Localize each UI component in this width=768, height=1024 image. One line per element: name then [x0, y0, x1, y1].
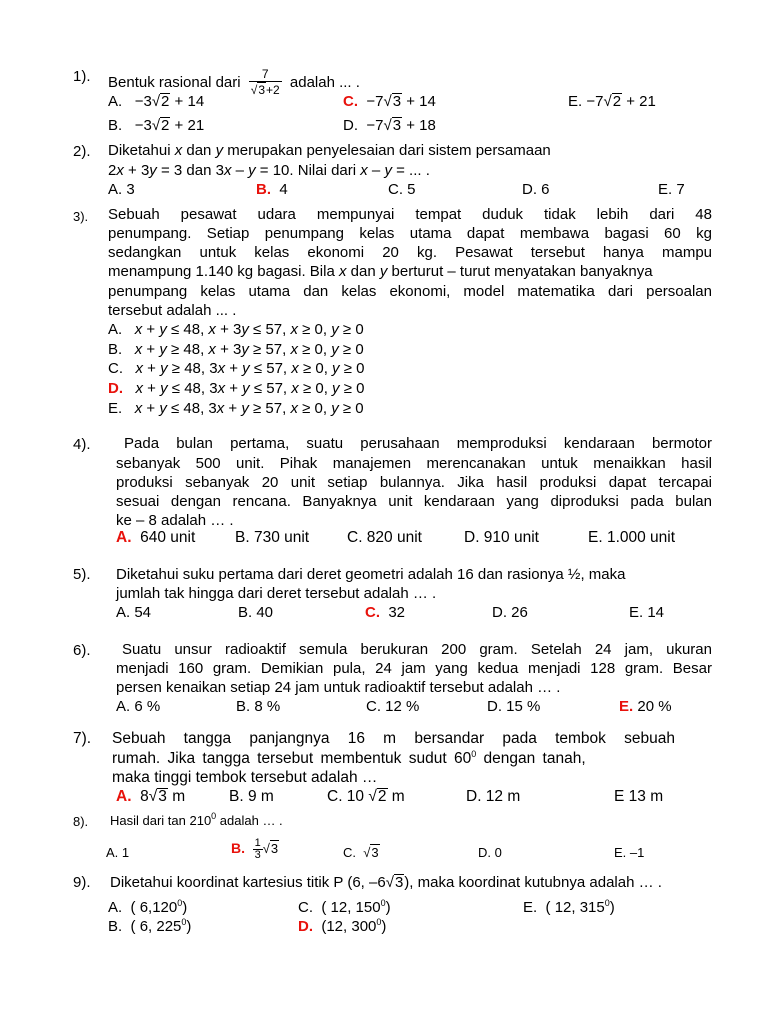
q6-option-a[interactable]: A. 6 %	[116, 698, 161, 715]
q3-option-c[interactable]: C. x + y ≥ 48, 3x + y ≤ 57, x ≥ 0, y ≥ 0	[108, 360, 365, 377]
q9-option-d[interactable]: D. (12, $300^0$)	[298, 917, 387, 935]
q7-number: 7).	[73, 730, 92, 747]
q4-line4: sesuai dengan rencana. Banyaknya unit kendaraan yang diproduksi pada bulan	[116, 493, 712, 510]
q2-option-c[interactable]: C. 5	[388, 181, 416, 198]
q3-line6: tersebut adalah ... .	[108, 302, 237, 319]
q8-number: 8).	[73, 814, 89, 829]
q5-option-e[interactable]: E. 14	[629, 604, 665, 621]
q2-line2: 2x + 3y = 3 dan 3x – y = 10. Nilai dari x – y = ... .	[108, 162, 430, 179]
q3-line3: sedangkan untuk kelas ekonomi 20 kg. Pesawat tersebut hanya mampu	[108, 244, 712, 261]
q5-option-b[interactable]: B. 40	[238, 604, 274, 621]
q3-number: 3).	[73, 209, 89, 224]
q2-number: 2).	[73, 143, 91, 160]
q7-option-b[interactable]: B. 9 m	[229, 788, 274, 805]
q2-option-b[interactable]: B. 4	[256, 181, 288, 198]
q4-option-a[interactable]: A. 640 unit	[116, 529, 196, 546]
q4-option-e[interactable]: E. 1.000 unit	[588, 529, 676, 546]
q7-option-e[interactable]: E 13 m	[614, 788, 664, 805]
q1-number: 1).	[73, 68, 91, 85]
q7-option-a[interactable]: A. 8√3 m	[116, 788, 186, 805]
q3-line5: penumpang kelas utama dan kelas ekonomi, model matematika dari persoalan	[108, 283, 712, 300]
q3-option-a[interactable]: A. x + y ≤ 48, x + 3y ≤ 57, x ≥ 0, y ≥ 0	[108, 321, 364, 338]
q4-line1: Pada bulan pertama, suatu perusahaan memproduksi kendaraan bermotor	[124, 435, 712, 452]
q2-option-d[interactable]: D. 6	[522, 181, 550, 198]
q7-line2: rumah. Jika tangga tersebut membentuk sudut $60^0$ dengan tanah,	[112, 749, 586, 767]
q3-line1: Sebuah pesawat udara mempunyai tempat duduk tidak lebih dari 48	[108, 206, 712, 223]
q1-text: Bentuk rasional dari $\frac{7}{√3+2}$ adalah ... .	[108, 67, 360, 97]
q1-option-d[interactable]: D. −7√3 + 18	[343, 117, 436, 134]
q9-text: Diketahui koordinat kartesius titik P (6, –6√3), maka koordinat kutubnya adalah … .	[110, 874, 662, 891]
q1-option-a[interactable]: A. −3√2 + 14	[108, 93, 205, 110]
q6-line2: menjadi 160 gram. Demikian pula, 24 jam yang kedua menjadi 128 gram. Besar	[116, 660, 712, 677]
q2-line1: Diketahui x dan y merupakan penyelesaian dari sistem persamaan	[108, 142, 551, 159]
q4-line5: ke – 8 adalah … .	[116, 512, 234, 529]
q6-option-e[interactable]: E. 20 %	[619, 698, 672, 715]
q8-option-a[interactable]: A. 1	[106, 845, 130, 860]
q6-line3: persen kenaikan setiap 24 jam untuk radioaktif tersebut adalah … .	[116, 679, 561, 696]
q8-option-d[interactable]: D. 0	[478, 845, 502, 860]
q3-option-d[interactable]: D. x + y ≤ 48, 3x + y ≤ 57, x ≥ 0, y ≥ 0	[108, 380, 365, 397]
q2-option-e[interactable]: E. 7	[658, 181, 685, 198]
q4-option-d[interactable]: D. 910 unit	[464, 529, 539, 546]
q5-line2: jumlah tak hingga dari deret tersebut adalah … .	[116, 585, 437, 602]
q7-line1: Sebuah tangga panjangnya 16 m bersandar pada tembok sebuah	[112, 730, 675, 747]
q9-option-a[interactable]: A. ( 6,120$^0$)	[108, 898, 188, 916]
q7-line3: maka tinggi tembok tersebut adalah …	[112, 769, 378, 786]
q4-option-c[interactable]: C. 820 unit	[347, 529, 422, 546]
q7-option-c[interactable]: C. 10 √2 m	[327, 788, 405, 805]
q4-line3: produksi sebanyak 20 unit setiap bulannya. Jika hasil produksi dapat tercapai	[116, 474, 712, 491]
q6-option-d[interactable]: D. 15 %	[487, 698, 541, 715]
q6-option-c[interactable]: C. 12 %	[366, 698, 420, 715]
q2-option-a[interactable]: A. 3	[108, 181, 135, 198]
q8-option-c[interactable]: C. √3	[343, 845, 379, 860]
q9-option-c[interactable]: C. ( 12, $150^0$)	[298, 898, 391, 916]
q6-number: 6).	[73, 642, 91, 659]
q7-option-d[interactable]: D. 12 m	[466, 788, 521, 805]
q5-option-a[interactable]: A. 54	[116, 604, 152, 621]
q9-number: 9).	[73, 874, 91, 891]
q1-option-b[interactable]: B. −3√2 + 21	[108, 117, 205, 134]
q1-option-e[interactable]: E. −7√2 + 21	[568, 93, 656, 110]
q9-option-b[interactable]: B. ( 6, $225^0$)	[108, 917, 192, 935]
q5-number: 5).	[73, 566, 91, 583]
q4-line2: sebanyak 500 unit. Pihak manajemen merencanakan untuk menaikkan hasil	[116, 455, 712, 472]
q6-line1: Suatu unsur radioaktif semula berukuran 200 gram. Setelah 24 jam, ukuran	[122, 641, 712, 658]
q1-fraction: $\frac{7}{√3+2}$	[250, 67, 280, 97]
q1-option-c[interactable]: C. −7√3 + 14	[343, 93, 436, 110]
q8-option-e[interactable]: E. –1	[614, 845, 645, 860]
q3-line2: penumpang. Setiap penumpang kelas utama dapat membawa bagasi 60 kg	[108, 225, 712, 242]
q8-option-b[interactable]: B. $\frac{1}{3}$ √3	[231, 837, 279, 861]
q3-option-b[interactable]: B. x + y ≥ 48, x + 3y ≥ 57, x ≥ 0, y ≥ 0	[108, 341, 364, 358]
q5-line1: Diketahui suku pertama dari deret geometri adalah 16 dan rasionya ½, maka	[116, 566, 626, 583]
q5-option-c[interactable]: C. 32	[365, 604, 406, 621]
q5-option-d[interactable]: D. 26	[492, 604, 528, 621]
q8-text: Hasil dari $\tan 210^0$ adalah … .	[110, 811, 283, 828]
q9-option-e[interactable]: E. ( 12, $315^0$)	[523, 898, 615, 916]
q4-option-b[interactable]: B. 730 unit	[235, 529, 310, 546]
q3-option-e[interactable]: E. x + y ≤ 48, 3x + y ≥ 57, x ≥ 0, y ≥ 0	[108, 400, 364, 417]
q6-option-b[interactable]: B. 8 %	[236, 698, 281, 715]
q4-number: 4).	[73, 436, 91, 453]
q3-line4: menampung 1.140 kg bagasi. Bila x dan y berturut – turut menyatakan banyaknya	[108, 263, 653, 280]
